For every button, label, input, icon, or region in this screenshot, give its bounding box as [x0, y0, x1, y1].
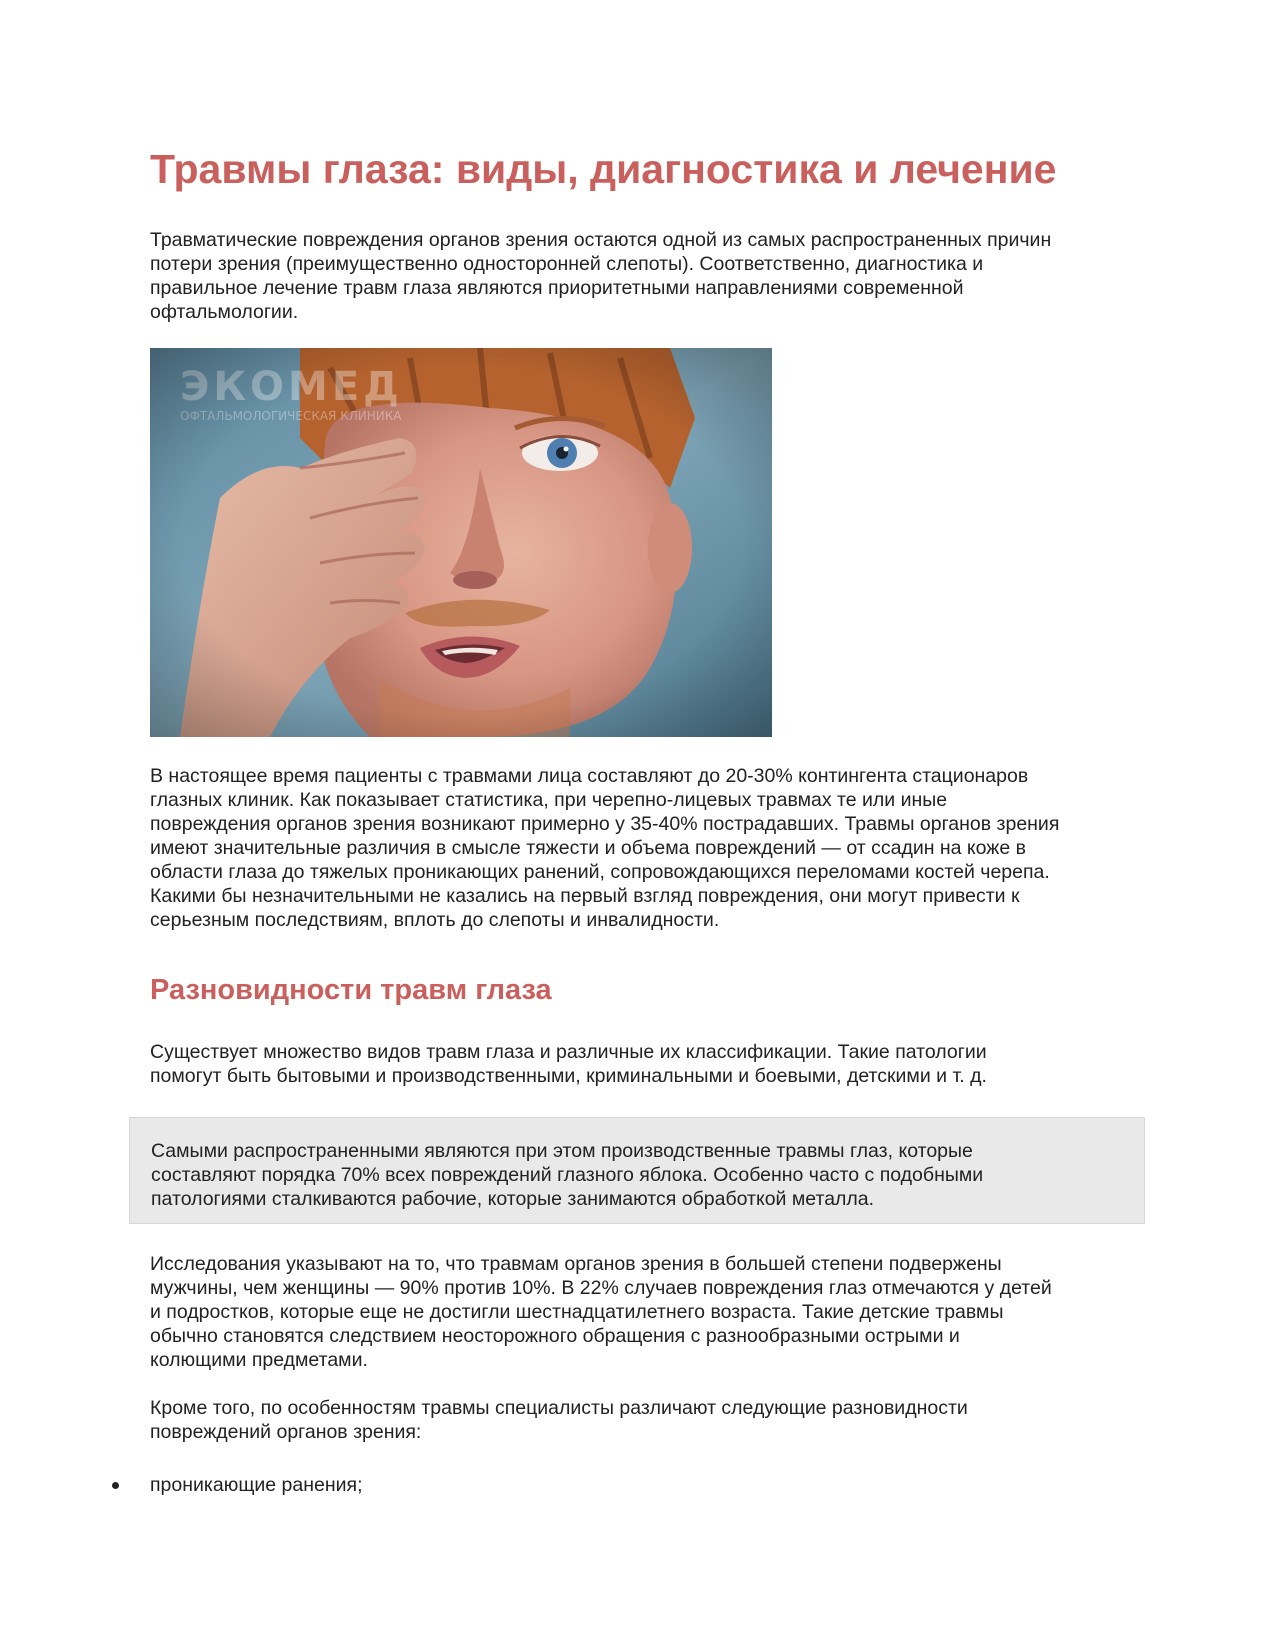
research-paragraph [150, 1252, 1140, 1372]
intro-line: правильное лечение травм глаза являются приоритетными направлениями современной [150, 277, 964, 299]
callout-line: патологиями сталкиваются рабочие, которые занимаются обработкой металла. [151, 1188, 875, 1210]
bullet-icon [112, 1482, 119, 1489]
callout-box [129, 1117, 1145, 1224]
intro-line: офтальмологии. [150, 301, 299, 323]
statistics-paragraph [150, 764, 1140, 932]
types-line: Существует множество видов травм глаза и различные их классификации. Такие патологии [150, 1041, 987, 1063]
article-photo [150, 348, 772, 737]
stats-line: Какими бы незначительными не казались на первый взгляд повреждения, они могут привести к [150, 885, 1020, 907]
list-item [108, 1473, 362, 1497]
intro-line: потери зрения (преимущественно односторонней слепоты). Соответственно, диагностика и [150, 253, 984, 275]
stats-line: серьезным последствиям, вплоть до слепоты и инвалидности. [150, 909, 720, 931]
research-line: мужчины, чем женщины — 90% против 10%. В 22% случаев повреждения глаз отмечаются у детей [150, 1277, 1052, 1299]
research-line: и подростков, которые еще не достигли шестнадцатилетнего возраста. Такие детские травмы [150, 1301, 1004, 1323]
callout-line: Самыми распространенными являются при этом производственные травмы глаз, которые [151, 1140, 973, 1162]
section-heading: Разновидности травм глаза [150, 974, 552, 1006]
stats-line: В настоящее время пациенты с травмами лица составляют до 20-30% контингента стационаров [150, 765, 1029, 787]
kinds-intro-paragraph [150, 1396, 1140, 1444]
intro-paragraph [150, 228, 1140, 324]
stats-line: повреждения органов зрения возникают примерно у 35-40% пострадавших. Травмы органов зрения [150, 813, 1060, 835]
list-item-text: проникающие ранения; [150, 1474, 363, 1496]
stats-line: имеют значительные различия в смысле тяжести и объема повреждений — от ссадин на коже в [150, 837, 1026, 859]
types-line: помогут быть бытовыми и производственными, криминальными и боевыми, детскими и т. д. [150, 1065, 987, 1087]
injury-types-list [108, 1473, 362, 1497]
callout-line: составляют порядка 70% всех повреждений глазного яблока. Особенно часто с подобными [151, 1164, 984, 1186]
kinds-line: Кроме того, по особенностям травмы специалисты различают следующие разновидности [150, 1397, 968, 1419]
intro-line: Травматические повреждения органов зрения остаются одной из самых распространенных причин [150, 229, 1052, 251]
research-line: обычно становятся следствием неосторожного обращения с разнообразными острыми и [150, 1325, 960, 1347]
research-line: колющими предметами. [150, 1349, 368, 1371]
stats-line: глазных клиник. Как показывает статистика, при черепно-лицевых травмах те или иные [150, 789, 948, 811]
research-line: Исследования указывают на то, что травмам органов зрения в большей степени подвержены [150, 1253, 1002, 1275]
stats-line: области глаза до тяжелых проникающих ранений, сопровождающихся переломами костей черепа. [150, 861, 1050, 883]
callout-text [151, 1139, 1141, 1211]
kinds-line: повреждений органов зрения: [150, 1421, 422, 1443]
page-title: Травмы глаза: виды, диагностика и лечение [150, 146, 1057, 192]
types-paragraph [150, 1040, 1140, 1088]
